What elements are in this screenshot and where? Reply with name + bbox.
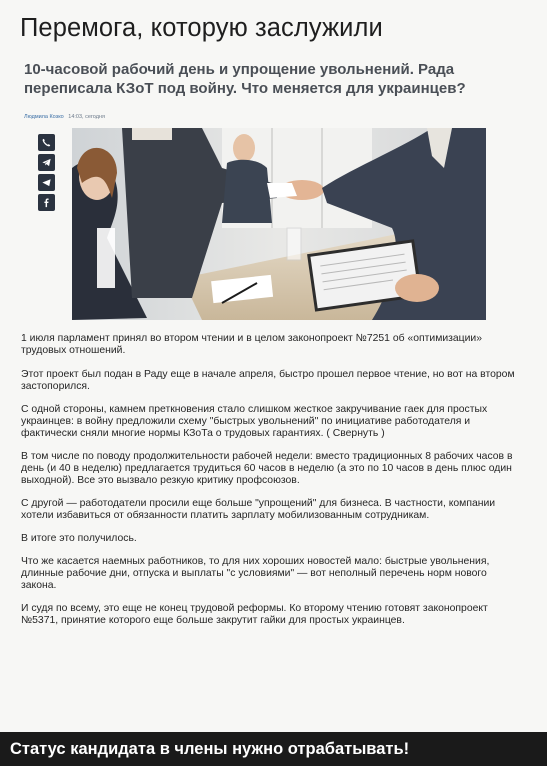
paragraph: Этот проект был подан в Раду еще в начале апреля, быстро прошел первое чтение, но вот на втором застопорился. <box>21 369 515 392</box>
facebook-icon[interactable] <box>38 194 55 211</box>
article-body <box>21 333 524 638</box>
paragraph: И судя по всему, это еще не конец трудовой реформы. Ко второму чтению готовят законопроект №5371, принятие которого еще больше закрутит гайки для простых украинцев. <box>21 603 488 626</box>
share-bar <box>38 134 56 211</box>
article-photo <box>72 128 486 320</box>
article-title[interactable]: 10-часовой рабочий день и упрощение увольнений. Рада переписала КЗоТ под войну. Что меняется для украинцев? <box>24 61 466 97</box>
paragraph: С одной стороны, камнем преткновения стало слишком жесткое закручивание гаек для простых украинцев: в войну предложили схему "быстрых увольнений" по инициативе работодателя и фактически сняли многие нормы КЗоТа о трудовых гарантиях. ( Свернуть ) <box>21 404 488 439</box>
telegram-icon[interactable] <box>38 154 55 171</box>
paragraph: В том числе по поводу продолжительности рабочей недели: вместо традиционных 8 рабочих часов в день (и 40 в неделю) предлагается трудиться 60 часов в неделю (а это по 10 часов в день плюс один выходной). Все это вызвало резкую критику профсоюзов. <box>21 451 513 486</box>
paragraph: В итоге это получилось. <box>21 533 137 544</box>
paragraph: 1 июля парламент принял во втором чтении и в целом законопроект №7251 об «оптимизации» трудовых отношений. <box>21 333 483 356</box>
viber-icon[interactable] <box>38 134 55 151</box>
paragraph: Что же касается наемных работников, то для них хороших новостей мало: быстрые увольнения, длинные рабочие дни, отпуска и выплаты "с условиями" — вот неполный перечень норм нового закона. <box>21 556 490 591</box>
article-meta <box>24 114 105 120</box>
publish-time: 14:03, сегодня <box>68 114 105 120</box>
telegram-send-icon[interactable] <box>38 174 55 191</box>
paragraph: С другой — работодатели просили еще больше "упрощений" для бизнеса. В частности, компании хотели избавиться от обязанности платить зарплату мобилизованным сотрудникам. <box>21 498 496 521</box>
caption-bar: Статус кандидата в члены нужно отрабатывать! <box>0 732 547 766</box>
handshake-photo <box>72 128 486 320</box>
headline: Перемога, которую заслужили <box>20 14 383 42</box>
author-link[interactable]: Людмила Козко <box>24 114 64 120</box>
